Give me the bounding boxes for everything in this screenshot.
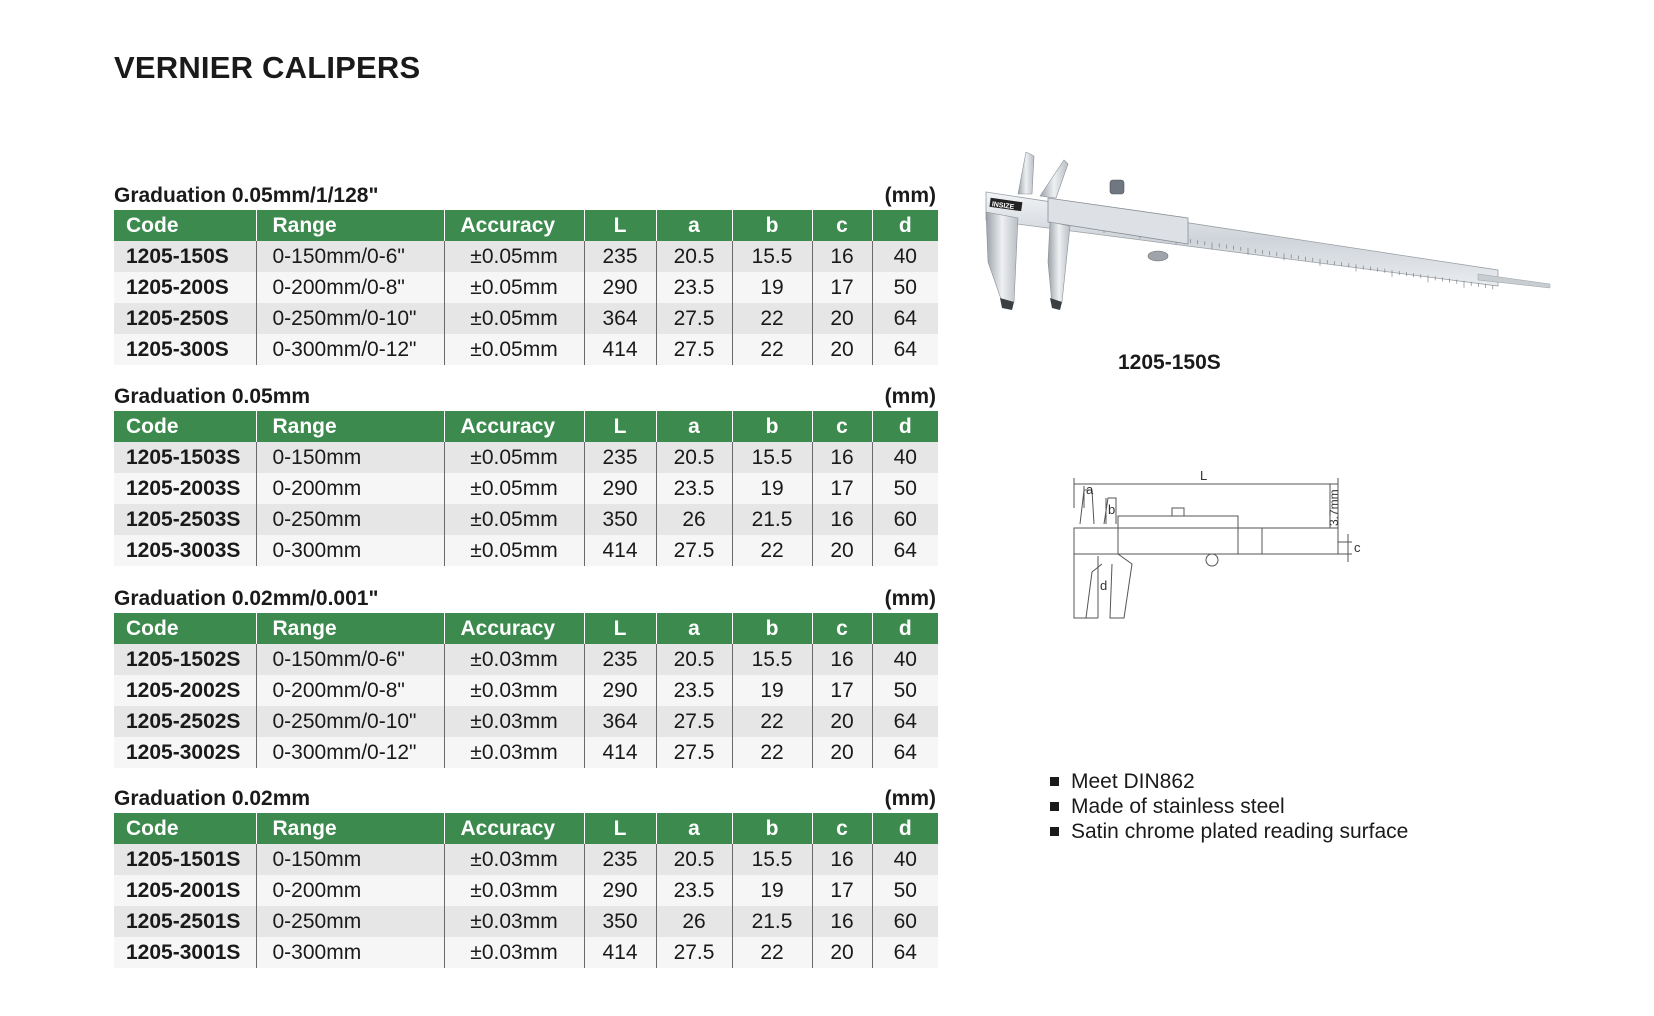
- table-cell: 17: [812, 675, 872, 706]
- table-row: [114, 906, 938, 937]
- column-header: c: [812, 411, 872, 442]
- table-cell: 0-150mm: [256, 844, 444, 875]
- column-header: Accuracy: [444, 411, 584, 442]
- table-cell: 235: [584, 442, 656, 473]
- table-cell: 0-150mm/0-6": [256, 241, 444, 272]
- column-header: a: [656, 613, 732, 644]
- table-header-row: [114, 813, 938, 844]
- table-cell: 20.5: [656, 241, 732, 272]
- model-code-cell: 1205-2001S: [114, 875, 256, 906]
- column-header: b: [732, 210, 812, 241]
- feature-text: Satin chrome plated reading surface: [1071, 820, 1409, 843]
- table-cell: 0-300mm: [256, 937, 444, 968]
- table-cell: 16: [812, 504, 872, 535]
- column-header: Range: [256, 210, 444, 241]
- table-row: [114, 473, 938, 504]
- table-cell: 0-250mm/0-10": [256, 303, 444, 334]
- column-header: Range: [256, 411, 444, 442]
- table-cell: 290: [584, 272, 656, 303]
- label-d: d: [1100, 578, 1108, 593]
- caliper-photo: [978, 152, 1558, 322]
- table-cell: 16: [812, 241, 872, 272]
- table-cell: 364: [584, 303, 656, 334]
- table-cell: 17: [812, 473, 872, 504]
- model-code-cell: 1205-250S: [114, 303, 256, 334]
- table-cell: 290: [584, 875, 656, 906]
- section-header: [114, 585, 938, 611]
- table-row: [114, 875, 938, 906]
- table-cell: ±0.05mm: [444, 442, 584, 473]
- table-cell: 20: [812, 535, 872, 566]
- section-header: [114, 182, 938, 208]
- feature-list: [1050, 769, 1408, 844]
- table-header-row: [114, 411, 938, 442]
- column-header: Accuracy: [444, 813, 584, 844]
- table-row: [114, 535, 938, 566]
- table-row: [114, 241, 938, 272]
- table-row: [114, 303, 938, 334]
- column-header: Code: [114, 411, 256, 442]
- column-header: Range: [256, 813, 444, 844]
- model-code-cell: 1205-1502S: [114, 644, 256, 675]
- label-b: b: [1108, 502, 1116, 517]
- table-cell: 26: [656, 504, 732, 535]
- table-cell: 23.5: [656, 875, 732, 906]
- table-cell: 414: [584, 535, 656, 566]
- section-unit: (mm): [884, 787, 936, 810]
- table-cell: 26: [656, 906, 732, 937]
- table-cell: 16: [812, 906, 872, 937]
- table-cell: ±0.03mm: [444, 706, 584, 737]
- table-header-row: [114, 613, 938, 644]
- table-cell: 50: [872, 473, 938, 504]
- column-header: Range: [256, 613, 444, 644]
- model-code-cell: 1205-3001S: [114, 937, 256, 968]
- table-cell: 60: [872, 504, 938, 535]
- table-row: [114, 737, 938, 768]
- photo-caption: 1205-150S: [1118, 351, 1221, 374]
- column-header: d: [872, 613, 938, 644]
- table-cell: 15.5: [732, 644, 812, 675]
- spec-section: [114, 585, 938, 768]
- table-row: [114, 937, 938, 968]
- table-cell: 0-200mm: [256, 875, 444, 906]
- table-cell: ±0.03mm: [444, 644, 584, 675]
- model-code-cell: 1205-3002S: [114, 737, 256, 768]
- table-cell: 40: [872, 442, 938, 473]
- column-header: Accuracy: [444, 210, 584, 241]
- table-cell: 17: [812, 875, 872, 906]
- column-header: Code: [114, 813, 256, 844]
- table-cell: 235: [584, 644, 656, 675]
- model-code-cell: 1205-2002S: [114, 675, 256, 706]
- table-cell: 27.5: [656, 706, 732, 737]
- spec-section: [114, 182, 938, 365]
- table-cell: 50: [872, 675, 938, 706]
- section-header: [114, 383, 938, 409]
- table-cell: 414: [584, 334, 656, 365]
- table-cell: ±0.05mm: [444, 334, 584, 365]
- table-cell: 0-250mm/0-10": [256, 706, 444, 737]
- section-header: [114, 785, 938, 811]
- bullet-icon: [1050, 802, 1059, 811]
- table-cell: 27.5: [656, 303, 732, 334]
- spec-table: [114, 813, 938, 968]
- model-code-cell: 1205-150S: [114, 241, 256, 272]
- table-cell: 15.5: [732, 844, 812, 875]
- table-row: [114, 644, 938, 675]
- column-header: c: [812, 613, 872, 644]
- table-cell: 290: [584, 675, 656, 706]
- model-code-cell: 1205-300S: [114, 334, 256, 365]
- section-heading: Graduation 0.02mm: [114, 787, 311, 810]
- table-cell: 64: [872, 535, 938, 566]
- table-cell: ±0.05mm: [444, 241, 584, 272]
- table-row: [114, 442, 938, 473]
- table-cell: 64: [872, 334, 938, 365]
- table-cell: 0-200mm/0-8": [256, 272, 444, 303]
- table-cell: 22: [732, 334, 812, 365]
- table-cell: ±0.05mm: [444, 272, 584, 303]
- table-cell: 22: [732, 706, 812, 737]
- table-cell: ±0.03mm: [444, 675, 584, 706]
- table-cell: ±0.05mm: [444, 504, 584, 535]
- table-cell: 16: [812, 644, 872, 675]
- table-cell: 0-150mm/0-6": [256, 644, 444, 675]
- table-row: [114, 272, 938, 303]
- column-header: d: [872, 210, 938, 241]
- model-code-cell: 1205-1501S: [114, 844, 256, 875]
- table-cell: ±0.05mm: [444, 303, 584, 334]
- table-cell: 27.5: [656, 737, 732, 768]
- table-row: [114, 675, 938, 706]
- table-cell: 414: [584, 737, 656, 768]
- table-cell: 20: [812, 334, 872, 365]
- section-heading: Graduation 0.05mm: [114, 385, 311, 408]
- table-cell: 64: [872, 737, 938, 768]
- table-cell: 22: [732, 535, 812, 566]
- table-cell: 350: [584, 906, 656, 937]
- model-code-cell: 1205-2502S: [114, 706, 256, 737]
- section-unit: (mm): [884, 385, 936, 408]
- table-cell: 20: [812, 937, 872, 968]
- table-cell: 22: [732, 937, 812, 968]
- spec-section: [114, 383, 938, 566]
- table-cell: 20: [812, 303, 872, 334]
- table-cell: 64: [872, 706, 938, 737]
- feature-item: [1050, 819, 1408, 844]
- bullet-icon: [1050, 777, 1059, 786]
- table-row: [114, 334, 938, 365]
- column-header: a: [656, 813, 732, 844]
- column-header: Code: [114, 210, 256, 241]
- table-cell: 0-200mm: [256, 473, 444, 504]
- feature-text: Meet DIN862: [1071, 770, 1195, 793]
- model-code-cell: 1205-2003S: [114, 473, 256, 504]
- table-cell: 414: [584, 937, 656, 968]
- column-header: a: [656, 210, 732, 241]
- table-cell: 27.5: [656, 535, 732, 566]
- table-cell: 22: [732, 303, 812, 334]
- table-cell: ±0.05mm: [444, 535, 584, 566]
- table-cell: 235: [584, 844, 656, 875]
- table-cell: ±0.03mm: [444, 937, 584, 968]
- table-cell: 16: [812, 442, 872, 473]
- table-cell: 19: [732, 875, 812, 906]
- model-code-cell: 1205-2501S: [114, 906, 256, 937]
- spec-section: [114, 785, 938, 968]
- bullet-icon: [1050, 827, 1059, 836]
- table-cell: 21.5: [732, 504, 812, 535]
- table-cell: ±0.03mm: [444, 875, 584, 906]
- table-header-row: [114, 210, 938, 241]
- column-header: Code: [114, 613, 256, 644]
- table-cell: 22: [732, 737, 812, 768]
- column-header: L: [584, 411, 656, 442]
- model-code-cell: 1205-1503S: [114, 442, 256, 473]
- page-title: VERNIER CALIPERS: [114, 50, 421, 85]
- table-cell: 20: [812, 706, 872, 737]
- table-cell: 19: [732, 675, 812, 706]
- label-3-7mm: 3.7mm: [1327, 489, 1341, 526]
- table-cell: 23.5: [656, 272, 732, 303]
- column-header: a: [656, 411, 732, 442]
- table-cell: 0-150mm: [256, 442, 444, 473]
- table-row: [114, 706, 938, 737]
- column-header: c: [812, 210, 872, 241]
- table-cell: ±0.05mm: [444, 473, 584, 504]
- column-header: b: [732, 813, 812, 844]
- table-cell: 40: [872, 844, 938, 875]
- table-cell: 27.5: [656, 937, 732, 968]
- table-cell: 20.5: [656, 644, 732, 675]
- table-cell: 15.5: [732, 241, 812, 272]
- section-unit: (mm): [884, 587, 936, 610]
- table-cell: 21.5: [732, 906, 812, 937]
- table-cell: 60: [872, 906, 938, 937]
- table-cell: 17: [812, 272, 872, 303]
- table-cell: 0-300mm/0-12": [256, 334, 444, 365]
- table-cell: 19: [732, 272, 812, 303]
- section-heading: Graduation 0.02mm/0.001": [114, 587, 379, 610]
- spec-table: [114, 411, 938, 566]
- column-header: L: [584, 813, 656, 844]
- table-cell: 20: [812, 737, 872, 768]
- spec-table: [114, 613, 938, 768]
- table-cell: 40: [872, 241, 938, 272]
- table-cell: 19: [732, 473, 812, 504]
- column-header: Accuracy: [444, 613, 584, 644]
- table-cell: ±0.03mm: [444, 737, 584, 768]
- table-cell: 350: [584, 504, 656, 535]
- table-cell: 0-200mm/0-8": [256, 675, 444, 706]
- table-cell: 0-250mm: [256, 906, 444, 937]
- table-row: [114, 504, 938, 535]
- section-heading: Graduation 0.05mm/1/128": [114, 184, 379, 207]
- feature-item: [1050, 769, 1408, 794]
- feature-item: [1050, 794, 1408, 819]
- model-code-cell: 1205-3003S: [114, 535, 256, 566]
- model-code-cell: 1205-200S: [114, 272, 256, 303]
- table-cell: 364: [584, 706, 656, 737]
- table-cell: 235: [584, 241, 656, 272]
- table-cell: 23.5: [656, 473, 732, 504]
- column-header: d: [872, 813, 938, 844]
- table-cell: 27.5: [656, 334, 732, 365]
- table-cell: 50: [872, 272, 938, 303]
- model-code-cell: 1205-2503S: [114, 504, 256, 535]
- dimension-diagram: [1062, 468, 1392, 638]
- table-cell: 20.5: [656, 442, 732, 473]
- label-L: L: [1200, 468, 1208, 483]
- label-c: c: [1354, 540, 1361, 555]
- table-cell: ±0.03mm: [444, 844, 584, 875]
- table-cell: 0-300mm: [256, 535, 444, 566]
- table-cell: 50: [872, 875, 938, 906]
- column-header: L: [584, 210, 656, 241]
- table-cell: ±0.03mm: [444, 906, 584, 937]
- table-cell: 23.5: [656, 675, 732, 706]
- spec-table: [114, 210, 938, 365]
- feature-text: Made of stainless steel: [1071, 795, 1285, 818]
- column-header: c: [812, 813, 872, 844]
- label-a: a: [1086, 482, 1094, 497]
- column-header: b: [732, 613, 812, 644]
- table-cell: 20.5: [656, 844, 732, 875]
- column-header: L: [584, 613, 656, 644]
- column-header: d: [872, 411, 938, 442]
- table-cell: 16: [812, 844, 872, 875]
- table-cell: 0-300mm/0-12": [256, 737, 444, 768]
- column-header: b: [732, 411, 812, 442]
- brand-logo: INSIZE: [991, 201, 1015, 212]
- table-cell: 40: [872, 644, 938, 675]
- table-cell: 290: [584, 473, 656, 504]
- section-unit: (mm): [884, 184, 936, 207]
- table-row: [114, 844, 938, 875]
- table-cell: 15.5: [732, 442, 812, 473]
- table-cell: 0-250mm: [256, 504, 444, 535]
- table-cell: 64: [872, 937, 938, 968]
- table-cell: 64: [872, 303, 938, 334]
